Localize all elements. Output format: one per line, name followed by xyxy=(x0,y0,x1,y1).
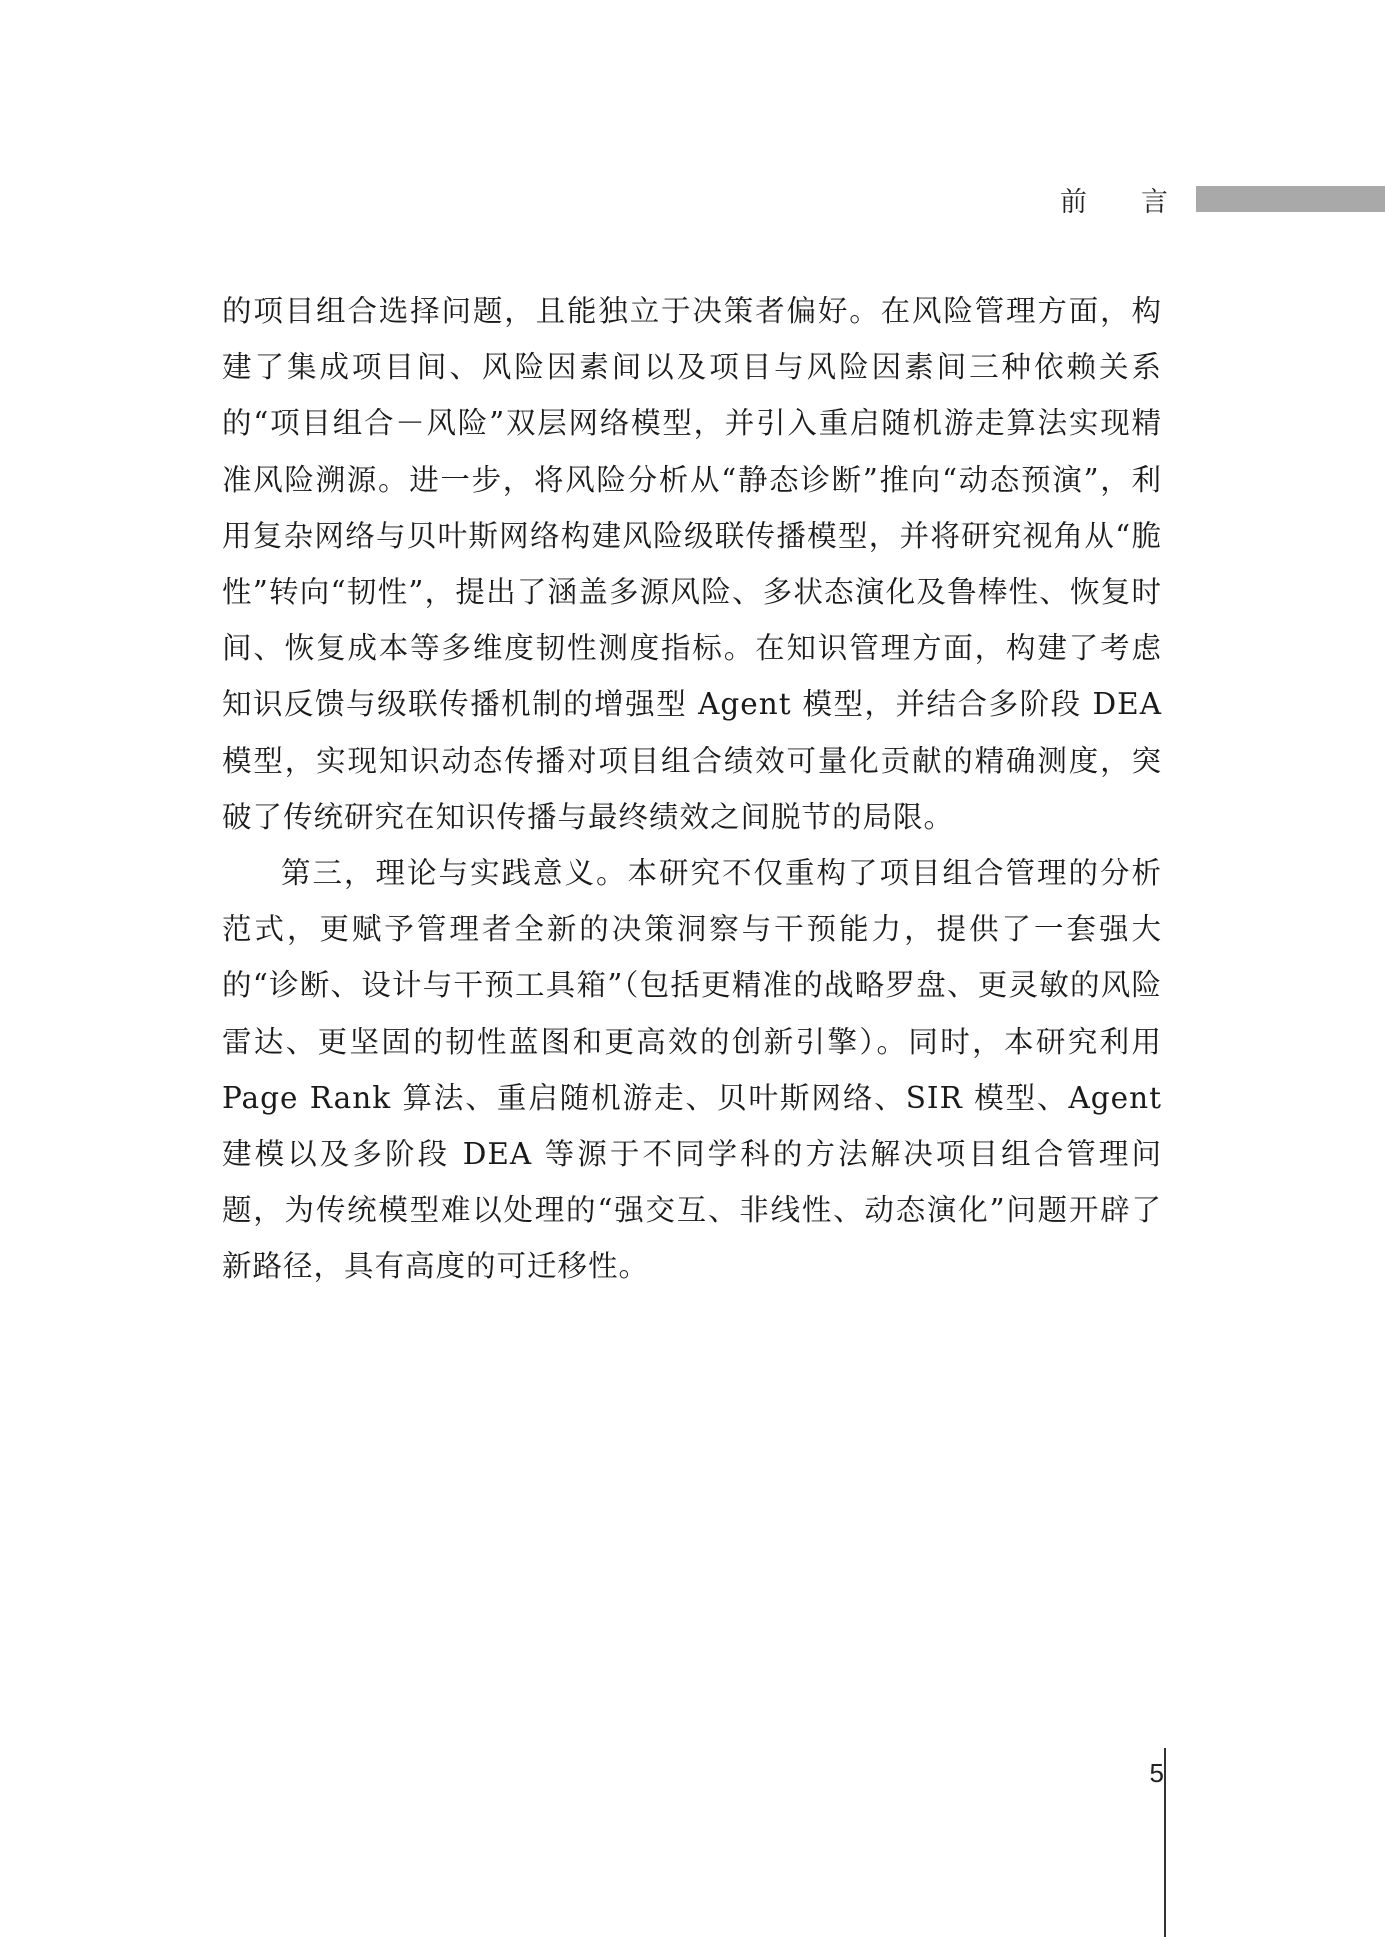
paragraph-third-point: 第三，理论与实践意义。本研究不仅重构了项目组合管理的分析范式，更赋予管理者全新的决策洞察与干预能力，提供了一套强大的“诊断、设计与干预工具箱”（包括更精准的战略罗盘、更灵敏的风险雷达、更坚固的韧性蓝图和更高效的创新引擎）。同时，本研究利用 Page Rank 算法、重启随机游走、贝叶斯网络、SIR 模型、Agent 建模以及多阶段 DEA 等源于不同学科的方法解决项目组合管理问题，为传统模型难以处理的“强交互、非线性、动态演化”问题开辟了新路径，具有高度的可迁移性。 xyxy=(222,856,1162,1284)
running-header-char-1: 前 xyxy=(1060,186,1087,218)
page-number-rule xyxy=(1164,1748,1166,1937)
header-decorative-bar xyxy=(1196,186,1385,212)
paragraph-continuation: 的项目组合选择问题，且能独立于决策者偏好。在风险管理方面，构建了集成项目间、风险因素间以及项目与风险因素间三种依赖关系的“项目组合－风险”双层网络模型，并引入重启随机游走算法实现精准风险溯源。进一步，将风险分析从“静态诊断”推向“动态预演”，利用复杂网络与贝叶斯网络构建风险级联传播模型，并将研究视角从“脆性”转向“韧性”，提出了涵盖多源风险、多状态演化及鲁棒性、恢复时间、恢复成本等多维度韧性测度指标。在知识管理方面，构建了考虑知识反馈与级联传播机制的增强型 Agent 模型，并结合多阶段 DEA 模型，实现知识动态传播对项目组合绩效可量化贡献的精确测度，突破了传统研究在知识传播与最终绩效之间脱节的局限。 xyxy=(222,294,1162,834)
page-number: 5 xyxy=(1149,1758,1164,1788)
body-text xyxy=(222,283,1162,1295)
running-header-title xyxy=(1060,179,1168,219)
running-header-char-2: 言 xyxy=(1141,186,1168,218)
